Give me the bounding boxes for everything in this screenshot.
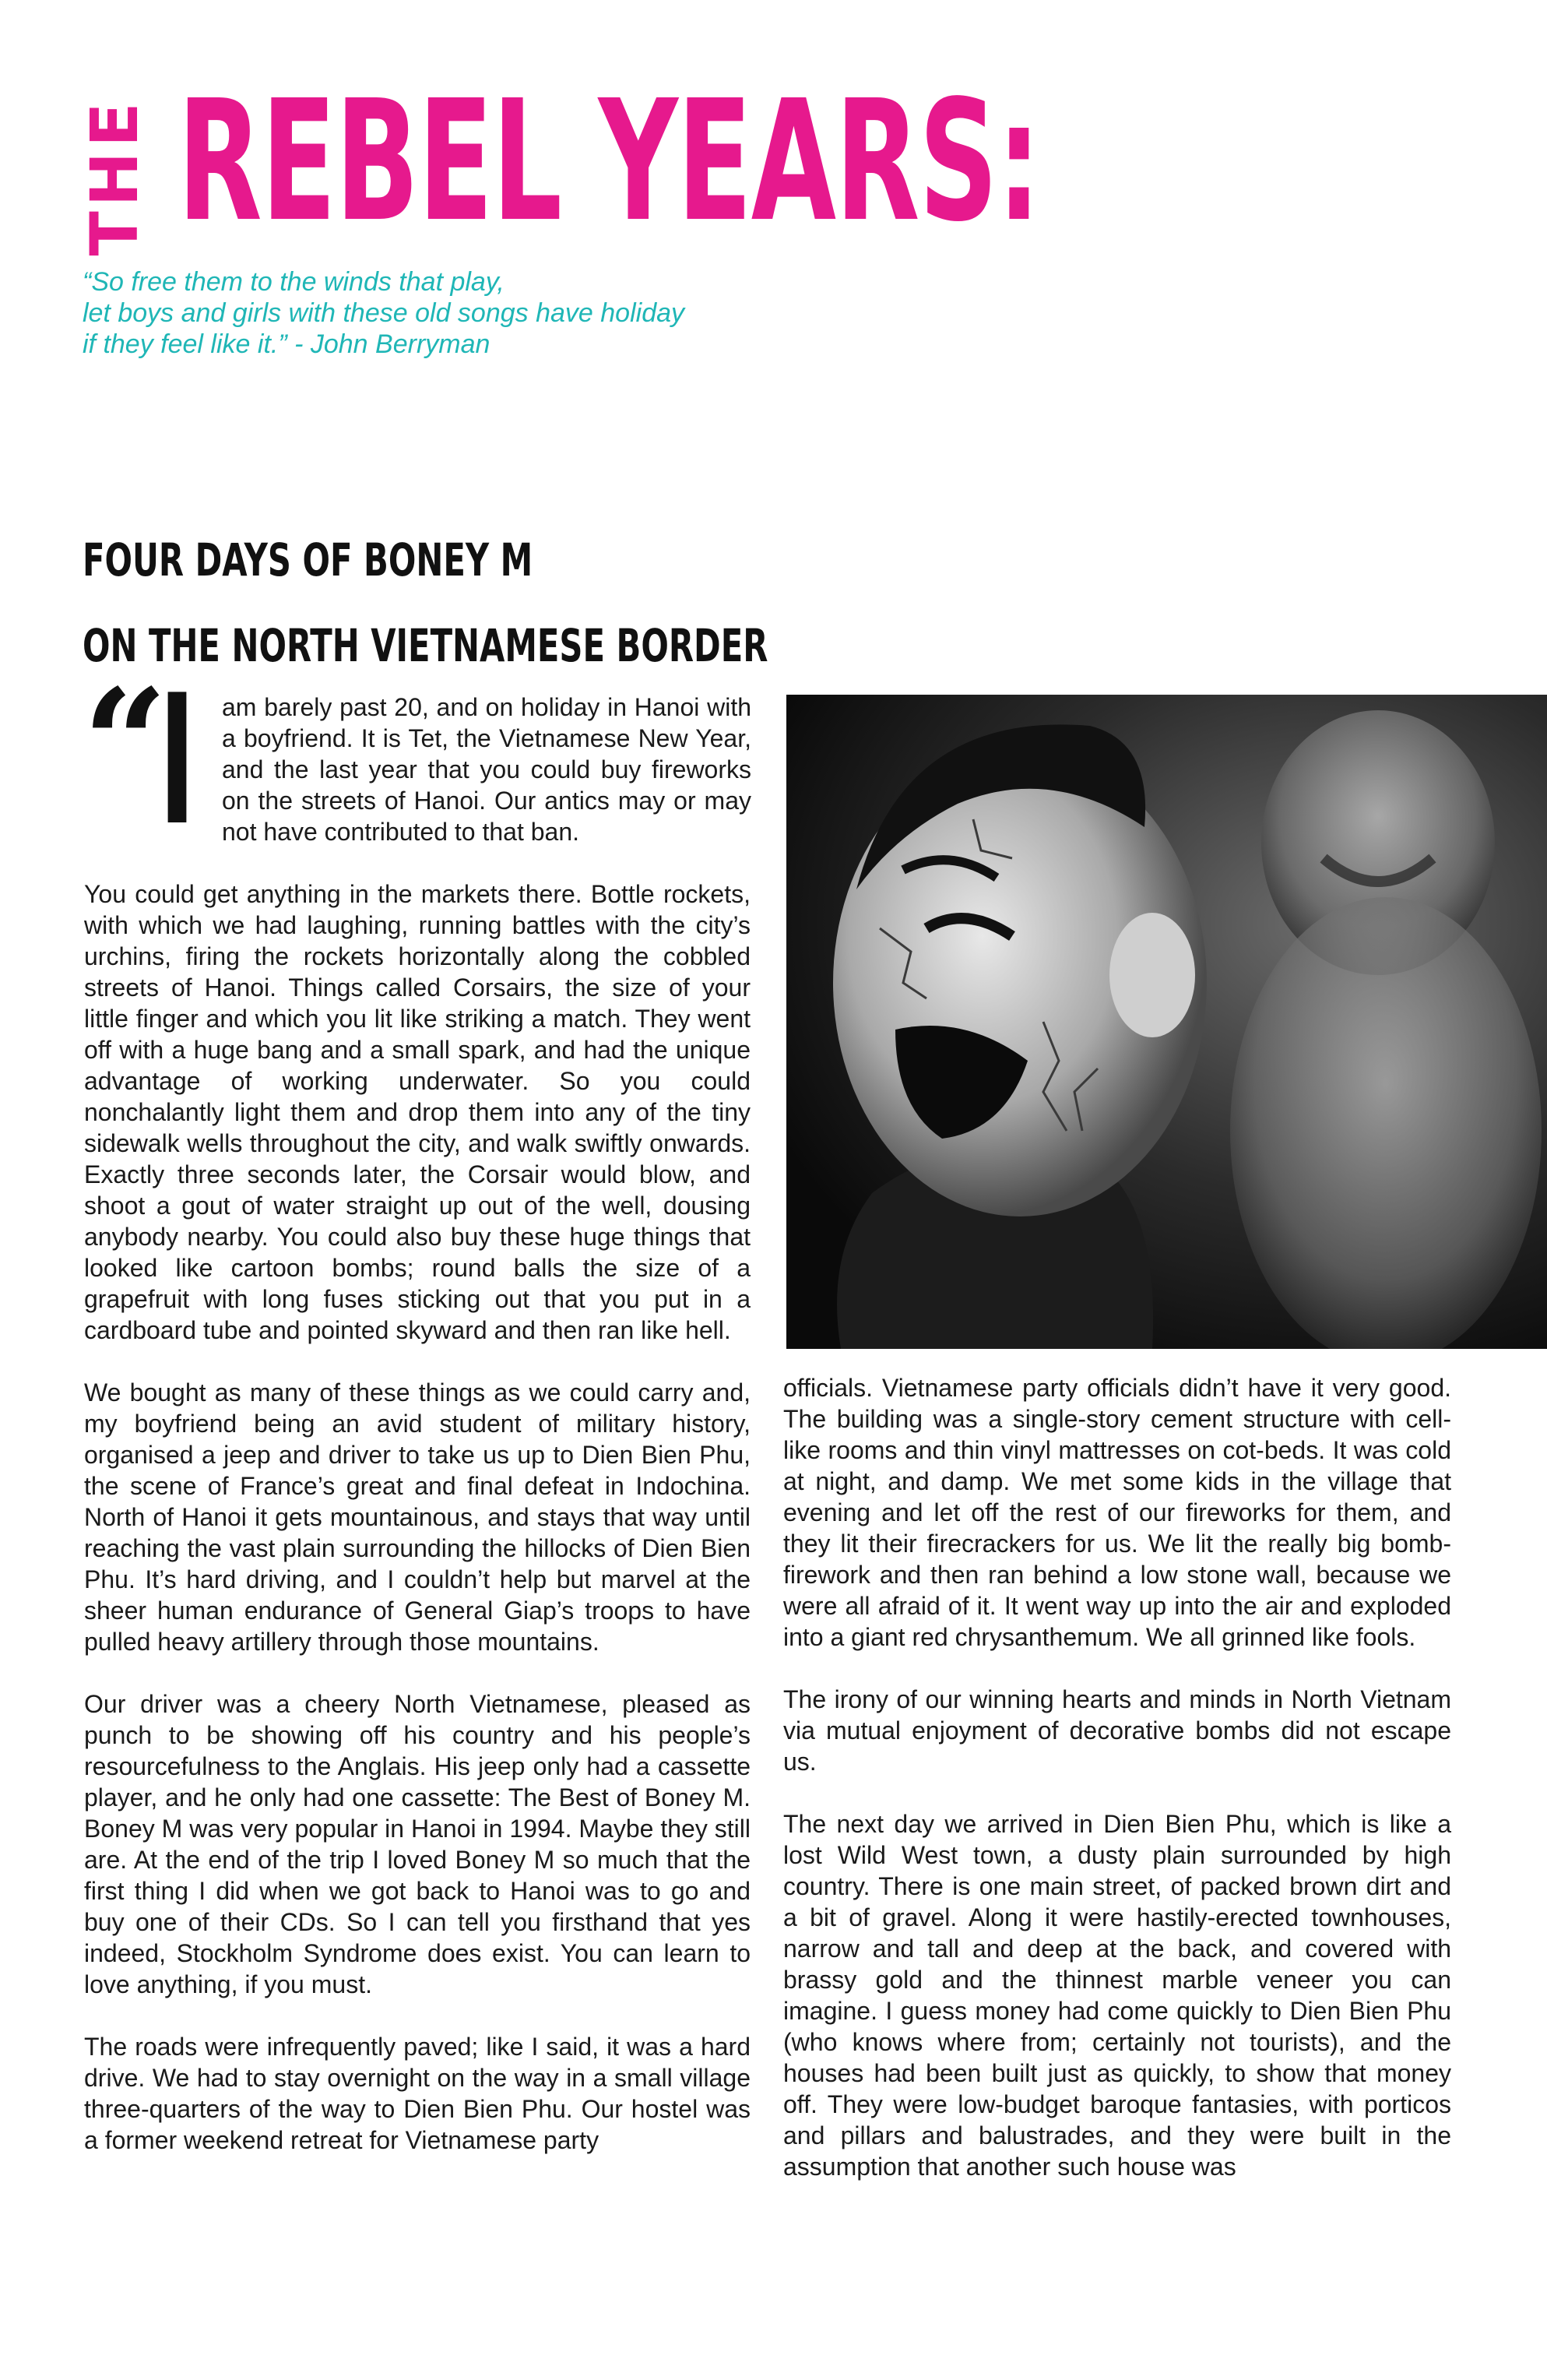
article-column-right — [783, 1372, 1451, 2213]
subheading-line: FOUR DAYS OF BONEY M — [83, 533, 533, 586]
body-paragraph: The irony of our winning hearts and minds in North Vietnam via mutual enjoyment of decorative bombs did not escape us. — [783, 1685, 1451, 1776]
body-paragraph: officials. Vietnamese party officials didn’t have it very good. The building was a single-story cement structure with cell-like rooms and thin vinyl mattresses on cot-beds. It was cold at night, and damp. We met some kids in the village that evening and let off the rest of our fireworks for them, and they lit their firecrackers for us. We lit the really big bomb-firework and then ran behind a low stone wall, because we were all afraid of it. It went way up into the air and exploded into a giant red chrysanthemum. We all grinned like fools. — [783, 1374, 1451, 1651]
lead-paragraph: am barely past 20, and on holiday in Hanoi with a boyfriend. It is Tet, the Vietnamese New Year, and the last year that you could buy fireworks on the streets of Hanoi. Our antics may or may not have contributed to that ban. — [222, 693, 751, 846]
quote-line: let boys and girls with these old songs have holiday — [83, 298, 685, 328]
body-paragraph: Our driver was a cheery North Vietnamese, pleased as punch to be showing off his country and his people’s resourcefulness to the Anglais. His jeep only had a cassette player, and he only had one cassette: The Best of Boney M. Boney M was very popular in Hanoi in 1994. Maybe they still are. At the end of the trip I loved Boney M so much that the first thing I did when we got back to Hanoi was to go and buy one of their CDs. So I can tell you firsthand that yes indeed, Stockholm Syndrome does exist. You can learn to love anything, if you must. — [84, 1690, 751, 1998]
epigraph-quote — [83, 266, 861, 360]
figurine-photo — [786, 695, 1547, 1349]
drop-cap-letter: I — [159, 657, 196, 865]
body-paragraph: The roads were infrequently paved; like I said, it was a hard drive. We had to stay overnight on the way in a small village three-quarters of the way to Dien Bien Phu. Our hostel was a former weekend retreat for Vietnamese party — [84, 2033, 751, 2154]
subheading-line: ON THE NORTH VIETNAMESE BORDER — [83, 619, 768, 672]
body-paragraph: You could get anything in the markets there. Bottle rockets, with which we had laughing, running battles with the city’s urchins, firing the rockets horizontally along the cobbled streets of Hanoi. Things called Corsairs, the size of your little finger and which you lit like striking a match. They went off with a huge bang and a small spark, and had the unique advantage of working underwater. So you could nonchalantly light them and drop them into any of the tiny sidewalk wells throughout the city, and walk swiftly onwards. Exactly three seconds later, the Corsair would blow, and shoot a gout of water straight up out of the well, dousing anybody nearby. You could also buy these huge things that looked like cartoon bombs; round balls the size of a grapefruit with long fuses sticking out that you put in a cardboard tube and pointed skyward and then ran like hell. — [84, 880, 751, 1344]
title-the: THE — [76, 97, 153, 256]
page-title: REBEL YEARS: — [178, 65, 1040, 259]
body-paragraph: We bought as many of these things as we could carry and, my boyfriend being an avid student of military history, organised a jeep and driver to take us up to Dien Bien Phu, the scene of France’s great and final defeat in Indochina. North of Hanoi it gets mountainous, and stays that way until reaching the vast plain surrounding the hillocks of Dien Bien Phu. It’s hard driving, and I couldn’t help but marvel at the sheer human endurance of General Giap’s troops to have pulled heavy artillery through those mountains. — [84, 1378, 751, 1656]
quote-line: if they feel like it.” - John Berryman — [83, 329, 490, 359]
quote-line: “So free them to the winds that play, — [83, 267, 505, 297]
drop-quote-mark: “ — [83, 657, 168, 830]
body-paragraph: The next day we arrived in Dien Bien Phu, which is like a lost Wild West town, a dusty plain surrounded by high country. There is one main street, of packed brown dirt and a bit of gravel. Along it were hastily-erected townhouses, narrow and tall and deep at the back, and covered with brassy gold and the thinnest marble veneer you can imagine. I guess money had come quickly to Dien Bien Phu (who knows where from; certainly not tourists), and the houses had been built just as quickly, to show that money off. They were low-budget baroque fantasies, with porticos and pillars and balustrades, and they were built in the assumption that another such house was — [783, 1810, 1451, 2181]
figurine-illustration — [786, 695, 1547, 1349]
article-column-left — [84, 878, 751, 2187]
